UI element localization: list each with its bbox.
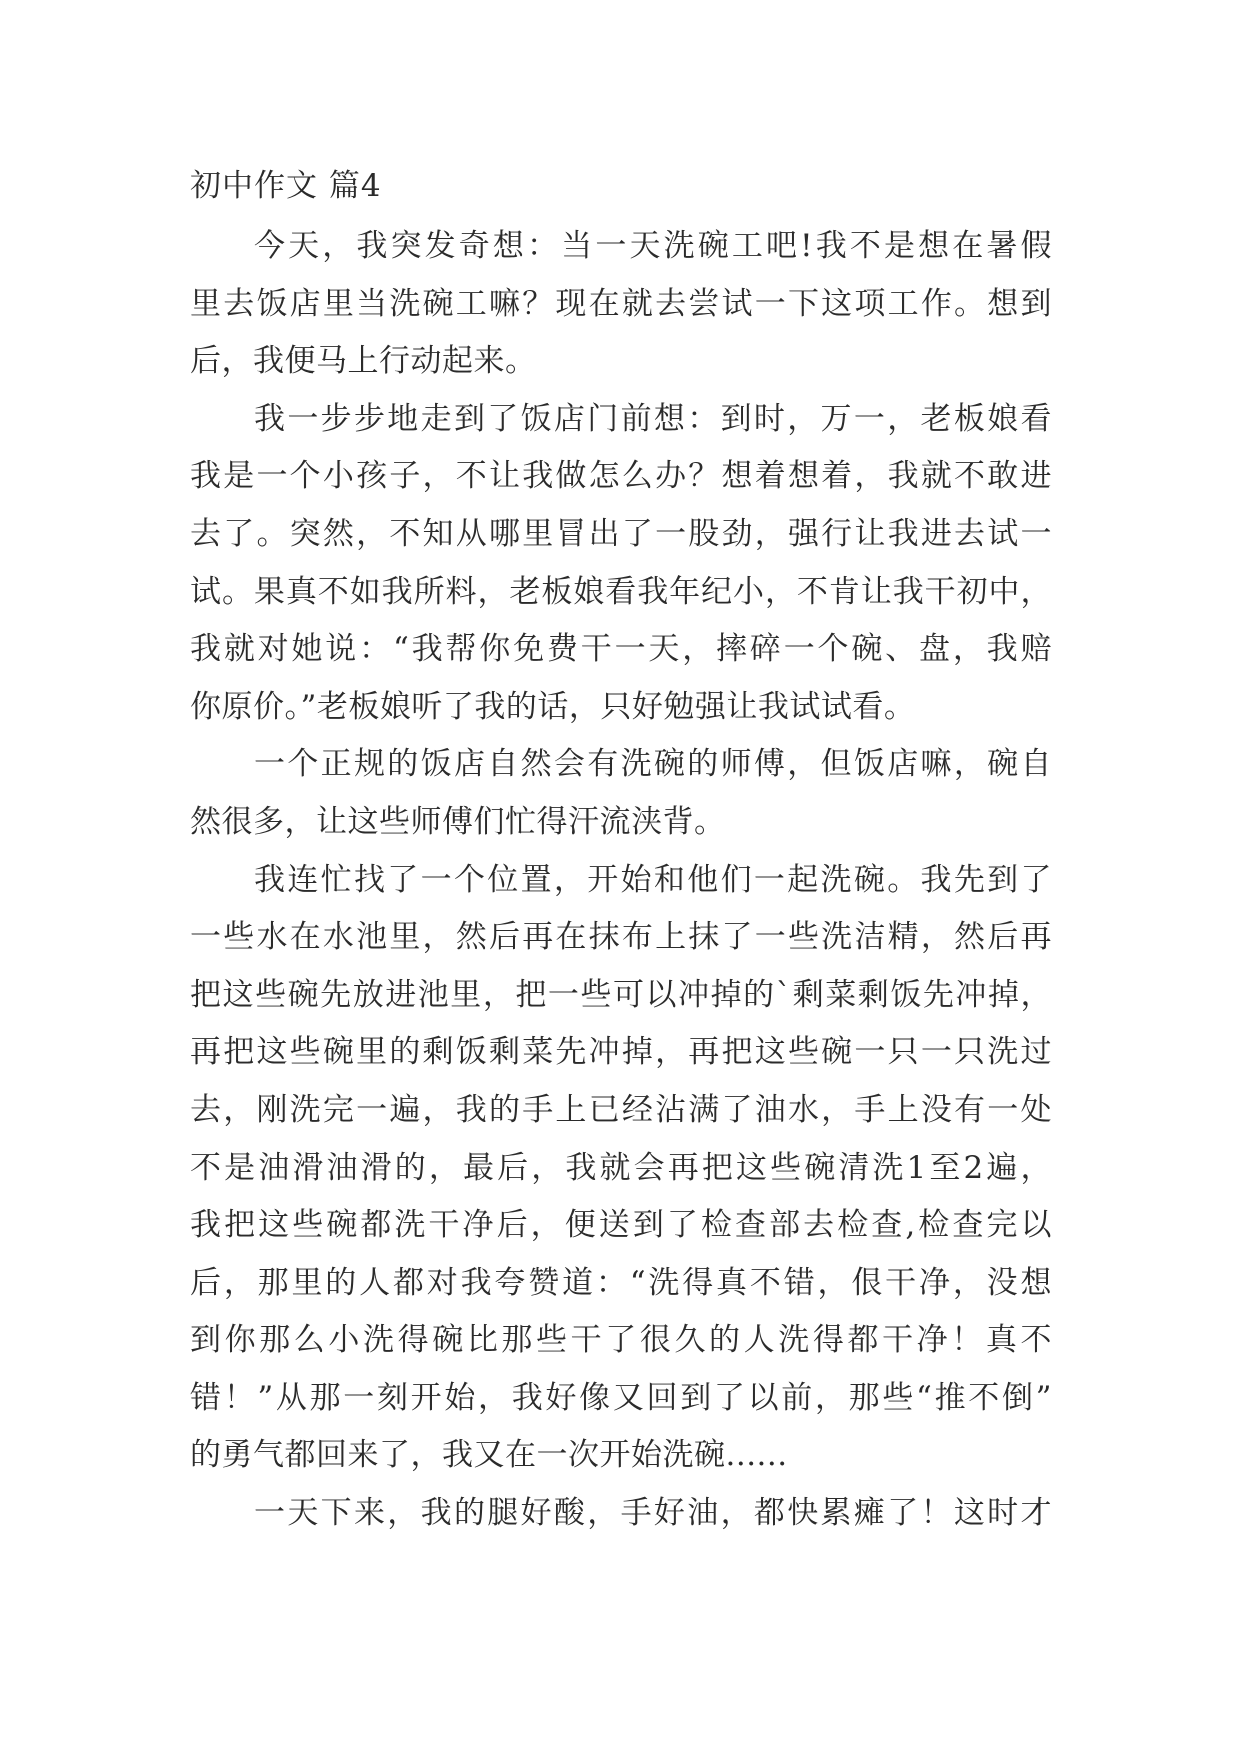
- text-line: 我一步步地走到了饭店门前想：到时，万一，老板娘看: [254, 400, 1052, 437]
- text-line: 我就对她说：“我帮你免费干一天，摔碎一个碗、盘，我赔: [190, 631, 1052, 668]
- text-line: 然很多，让这些师傅们忙得汗流浃背。: [190, 803, 726, 840]
- text-line: 我把这些碗都洗干净后，便送到了检查部去检查,检查完以: [190, 1207, 1052, 1244]
- text-line: 里去饭店里当洗碗工嘛？现在就去尝试一下这项工作。想到: [190, 285, 1052, 322]
- text-line: 一个正规的饭店自然会有洗碗的师傅，但饭店嘛，碗自: [254, 746, 1052, 783]
- essay-body: [190, 218, 1052, 1543]
- text-line: 去，刚洗完一遍，我的手上已经沾满了油水，手上没有一处: [190, 1091, 1052, 1128]
- text-line: 你原价。”老板娘听了我的话，只好勉强让我试试看。: [190, 688, 916, 725]
- text-line: 一些水在水池里，然后再在抹布上抹了一些洗洁精，然后再: [190, 919, 1052, 956]
- text-line: 错！”从那一刻开始，我好像又回到了以前，那些“推不倒”: [190, 1379, 1052, 1416]
- text-line: 我连忙找了一个位置，开始和他们一起洗碗。我先到了: [254, 861, 1052, 898]
- text-line: 的勇气都回来了，我又在一次开始洗碗......: [190, 1437, 788, 1474]
- text-line: 今天，我突发奇想：当一天洗碗工吧!我不是想在暑假: [254, 228, 1052, 264]
- text-line: 试。果真不如我所料，老板娘看我年纪小，不肯让我干初中，: [190, 573, 1052, 610]
- text-line: 不是油滑油滑的，最后，我就会再把这些碗清洗1至2遍，: [190, 1149, 1052, 1186]
- text-line: 后，我便马上行动起来。: [190, 343, 537, 380]
- text-line: 我是一个小孩子，不让我做怎么办？想着想着，我就不敢进: [190, 458, 1052, 495]
- text-line: 一天下来，我的腿好酸，手好油，都快累瘫了！这时才: [254, 1495, 1052, 1532]
- text-line: 到你那么小洗得碗比那些干了很久的人洗得都干净！真不: [190, 1322, 1052, 1359]
- text-line: 把这些碗先放进池里，把一些可以冲掉的`剩菜剩饭先冲掉，: [190, 976, 1052, 1013]
- text-line: 再把这些碗里的剩饭剩菜先冲掉，再把这些碗一只一只洗过: [190, 1034, 1052, 1071]
- text-line: 后，那里的人都对我夸赞道：“洗得真不错，佷干净，没想: [190, 1264, 1052, 1301]
- document-heading: 初中作文 篇4: [190, 168, 382, 204]
- text-line: 去了。突然，不知从哪里冒出了一股劲，强行让我进去试一: [190, 515, 1052, 552]
